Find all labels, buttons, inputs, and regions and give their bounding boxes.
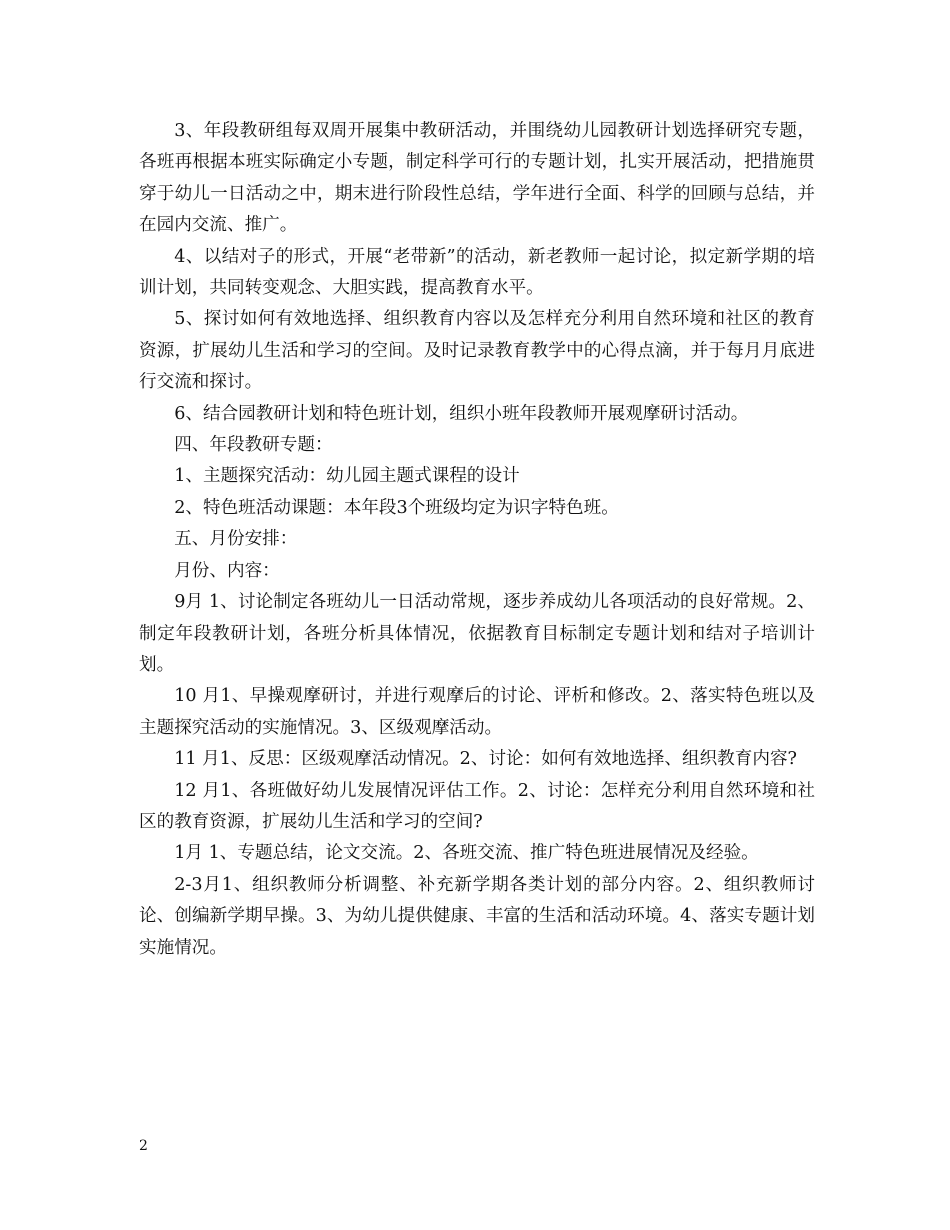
- document-body: [139, 116, 815, 964]
- paragraph: 2、特色班活动课题：本年段3个班级均定为识字特色班。: [174, 497, 619, 518]
- paragraph: 6、结合园教研计划和特色班计划，组织小班年段教师开展观摩研讨活动。: [174, 403, 749, 424]
- section-heading: 四、年段教研专题：: [174, 435, 333, 456]
- month-entry: 9月 1、讨论制定各班幼儿一日活动常规，逐步养成幼儿各项活动的良好常规。2、制定年段教研计划，各班分析具体情况，依据教育目标制定专题计划和结对子培训计划。: [139, 592, 815, 675]
- month-entry: 11 月1、反思：区级观摩活动情况。2、讨论：如何有效地选择、组织教育内容?: [174, 749, 797, 770]
- paragraph: 4、以结对子的形式，开展“老带新”的活动，新老教师一起讨论，拟定新学期的培训计划，共同转变观念、大胆实践，提高教育水平。: [139, 246, 815, 299]
- paragraph: 3、年段教研组每双周开展集中教研活动，并围绕幼儿园教研计划选择研究专题，各班再根据本班实际确定小专题，制定科学可行的专题计划，扎实开展活动，把措施贯穿于幼儿一日活动之中，期末进行阶段性总结，学年进行全面、科学的回顾与总结，并在园内交流、推广。: [139, 121, 815, 236]
- paragraph: 1、主题探究活动：幼儿园主题式课程的设计: [174, 466, 520, 487]
- paragraph: 5、探讨如何有效地选择、组织教育内容以及怎样充分利用自然环境和社区的教育资源，扩展幼儿生活和学习的空间。及时记录教育教学中的心得点滴，并于每月月底进行交流和探讨。: [139, 309, 815, 393]
- page-number: 2: [139, 1138, 148, 1154]
- section-heading: 五、月份安排：: [174, 529, 298, 550]
- paragraph: 月份、内容：: [174, 560, 280, 581]
- month-entry: 10 月1、早操观摩研讨，并进行观摩后的讨论、评析和修改。2、落实特色班以及主题探究活动的实施情况。3、区级观摩活动。: [139, 686, 815, 738]
- month-entry: 12 月1、各班做好幼儿发展情况评估工作。2、讨论：怎样充分利用自然环境和社区的教育资源，扩展幼儿生活和学习的空间?: [139, 780, 815, 832]
- month-entry: 2-3月1、组织教师分析调整、补充新学期各类计划的部分内容。2、组织教师讨论、创编新学期早操。3、为幼儿提供健康、丰富的生活和活动环境。4、落实专题计划实施情况。: [139, 874, 815, 958]
- month-entry: 1月 1、专题总结，论文交流。2、各班交流、推广特色班进展情况及经验。: [174, 843, 759, 864]
